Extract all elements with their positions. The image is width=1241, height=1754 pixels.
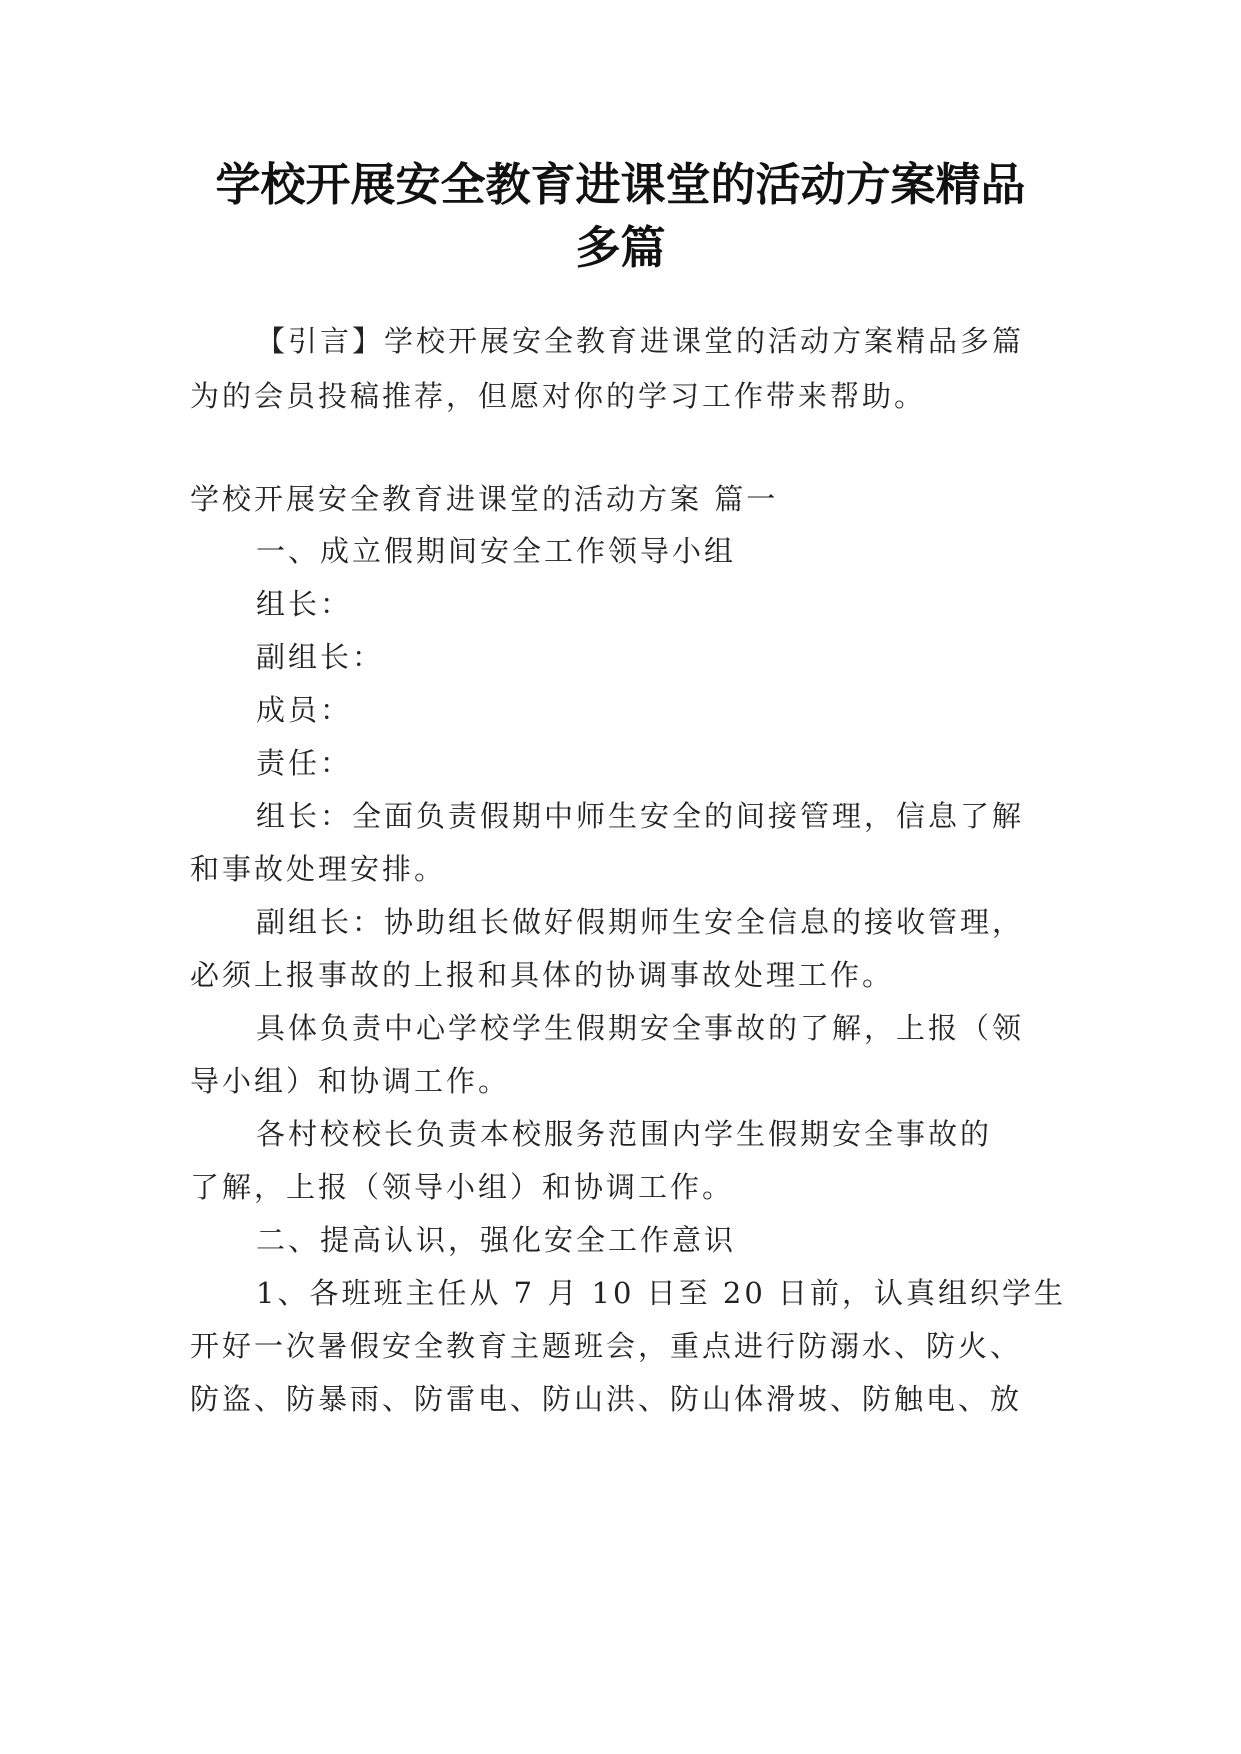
- intro-line-1: 【引言】学校开展安全教育进课堂的活动方案精品多篇: [256, 324, 1025, 358]
- paragraph-line: 组长：: [256, 587, 353, 621]
- paragraph-line: 副组长：: [256, 640, 385, 674]
- paragraph-line: 成员：: [256, 693, 353, 727]
- paragraph-line: 组长：全面负责假期中师生安全的间接管理，信息了解: [256, 799, 1025, 833]
- paragraph-line: 必须上报事故的上报和具体的协调事故处理工作。: [190, 958, 895, 992]
- paragraph-line: 副组长：协助组长做好假期师生安全信息的接收管理，: [256, 905, 1025, 939]
- paragraph-line: 具体负责中心学校学生假期安全事故的了解，上报（领: [256, 1011, 1025, 1045]
- document-title-line-2: 多篇: [575, 221, 666, 274]
- paragraph-line: 各村校校长负责本校服务范围内学生假期安全事故的: [256, 1117, 993, 1151]
- paragraph-line: 开好一次暑假安全教育主题班会，重点进行防溺水、防火、: [190, 1329, 1023, 1363]
- paragraph-line: 1、各班班主任从 7 月 10 日至 20 日前，认真组织学生: [256, 1276, 1067, 1310]
- paragraph-line: 导小组）和协调工作。: [190, 1064, 511, 1098]
- intro-line-2: 为的会员投稿推荐，但愿对你的学习工作带来帮助。: [190, 379, 927, 413]
- paragraph-line: 和事故处理安排。: [190, 852, 447, 886]
- paragraph-line: 二、提高认识，强化安全工作意识: [256, 1223, 737, 1257]
- section-heading: 学校开展安全教育进课堂的活动方案 篇一: [190, 482, 779, 516]
- paragraph-line: 防盗、防暴雨、防雷电、防山洪、防山体滑坡、防触电、放: [190, 1382, 1023, 1416]
- document-title-line-1: 学校开展安全教育进课堂的活动方案精品: [215, 158, 1026, 211]
- paragraph-line: 责任：: [256, 746, 353, 780]
- paragraph-line: 一、成立假期间安全工作领导小组: [256, 534, 737, 568]
- paragraph-line: 了解，上报（领导小组）和协调工作。: [190, 1170, 735, 1204]
